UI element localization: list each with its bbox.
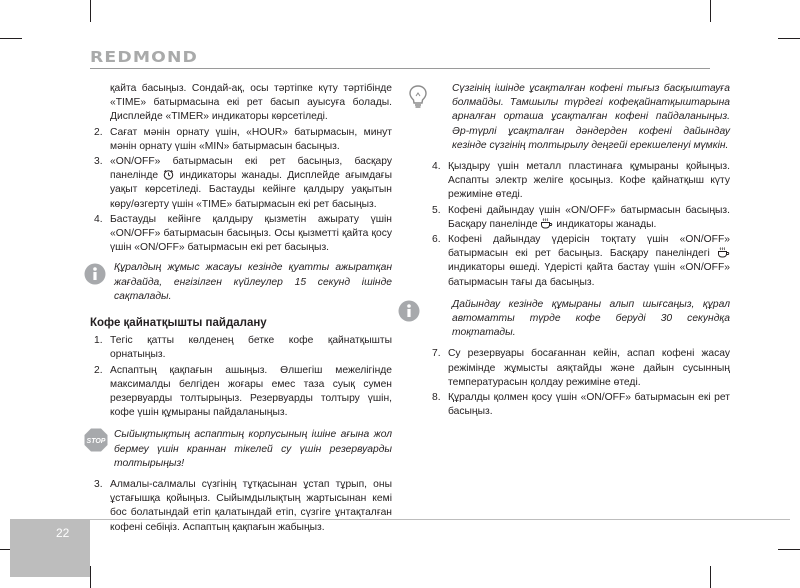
item-text: Тегіс қатты көлденең бетке кофе қайнатқышты орнатыңыз. [110,335,392,361]
item-text: Сағат мәнін орнату үшін, «HOUR» батырмасын, минут мәнін орнату үшін «MIN» батырмасын басыңыз. [110,126,392,152]
list-item [428,391,730,419]
item-text-part: индикаторы өшеді. Үдерісті қайта бастау үшін «ON/OFF» батырмасын тағы да басыңыз. [448,262,730,288]
tip-note-text: Сүзгінің ішінде ұсақталған кофені тығыз басқыштауға болмайды. Тамшылы түрдегі кофеқайнатқыштарына арналған орташа ұсақталған кофені пайдаланыңыз. Әр-түрлі ұсақталған дәндерден кофені дайындау кезінде сүзгінің толтырылу деңгейі ерекшеленуі мүмкін. [452,83,730,151]
item-text: Бастауды кейінге қалдыру қызметін ажырату үшін «ON/OFF» батырмасын басыңыз. Осы қызметті қайта қосу үшін «ON/OFF» батырмасын екі рет басыңыз. [110,213,392,254]
item-text [448,204,730,232]
item-text: Қыздыру үшін металл пластинаға құмыраны қойыңыз. Аспапты электр желіге қосыңыз. Кофе қайнатқыш күту режиміне өтеді. [448,161,730,201]
item-number: 4. [94,213,103,225]
item-number: 7. [432,348,441,360]
list-item [90,155,392,212]
crop-mark [90,566,91,588]
page-number: 22 [56,526,70,540]
left-column [86,82,392,535]
crop-mark [710,0,711,22]
stop-sign-label: STOP [86,438,106,446]
list-item [428,160,730,203]
list-item [90,213,392,256]
crop-mark [0,38,22,39]
item-number: 2. [94,364,103,376]
info-note [90,261,392,304]
info-note-text: Дайындау кезінде құмыраны алып шығсаңыз, құрал автоматты түрде кофе беруді 30 секундқа тоқтатады. [452,298,730,339]
stop-note-text: Сыйықтықтың аспаптың корпусының ішіне ағына жол бермеу үшін краннан тікелей су үшін резервуарды толтырыңыз! [114,429,392,469]
info-icon [84,263,106,285]
item-text: Су резервуары босағаннан кейін, аспап кофені жасау режімінде жұмысты аяқтайды және дайын сусынның температурасын қолдау режиміне өтеді. [448,348,730,388]
list-item [90,364,392,421]
crop-mark [710,566,711,588]
brand-logo: REDMOND [90,48,199,66]
item-text-part: Кофені дайындау үдерісін тоқтату үшін «ON/OFF» батырмасын екі рет басыңыз. Басқару панеліндегі [448,234,730,260]
item-number: 1. [94,335,103,347]
coffee-indicator-icon [540,218,553,229]
list-item [90,334,392,362]
list-item [428,233,730,290]
item-text [448,233,730,290]
info-note [428,298,730,341]
stop-sign-icon [84,428,108,452]
timer-indicator-icon [163,169,174,180]
item-text-part: индикаторы жанады. Дисплейде ағымдағы уақыт көрсетіледі. Бастауды кейінге қалдыру уақытын көру/өзгерту үшін «TIME» батырмасын екі рет басыңыз. [110,170,392,210]
item-text-part: Кофені дайындау үшін «ON/OFF» батырмасын басыңыз. Басқару панелінде [448,204,730,230]
crop-mark [778,38,800,39]
item-text: Алмалы-салмалы сүзгінің тұтқасынан ұстап тұрып, оны ұстағышқа қойыңыз. Сыйымдылықтың жартысынан кемі бос болатындай етіп қалатындай етіп, сүзгіге ұнтақталған кофені себіңіз. Аспаптың қақпағын жабыңыз. [110,479,392,533]
item-text-part: «ON/OFF» батырмасын екі рет басыңыз, басқару панелінде [110,156,392,182]
footer-rule [90,519,790,520]
continuation-text: қайта басыңыз. Сондай-ақ, осы тәртіпке күту тәртібінде «TIME» батырмасына екі рет басып ауысуға болады. Дисплейде «TIMER» индикаторы көрсетіледі. [110,83,392,123]
item-number: 6. [432,234,441,246]
header-rule [90,68,710,69]
list-item [90,478,392,535]
item-number: 3. [94,479,103,491]
section-heading: Кофе қайнатқышты пайдалану [90,317,267,330]
crop-mark [778,549,800,550]
crop-mark [90,0,91,22]
item-number: 3. [94,156,103,168]
right-column [428,82,730,419]
item-number: 2. [94,126,103,138]
item-number: 4. [432,161,441,173]
info-note-text: Құралдың жұмыс жасауы кезінде қуатты ажыратқан жағдайда, енгізілген күйлеулер 15 секунд ішінде сақталады. [114,262,392,302]
list-item [90,126,392,154]
item-text-part: индикаторы жанады. [556,218,657,230]
tip-note [428,82,730,153]
lightbulb-icon [408,84,428,110]
item-number: 8. [432,392,441,404]
list-item [428,347,730,390]
page-number-box [10,519,90,577]
info-icon [398,300,420,322]
stop-note [86,428,392,471]
list-item [428,204,730,232]
coffee-indicator-icon [717,247,730,258]
item-text: Құралды қолмен қосу үшін «ON/OFF» батырмасын екі рет басыңыз. [448,392,730,418]
item-text [110,155,392,212]
item-number: 5. [432,204,441,216]
item-text: Аспаптың қақпағын ашыңыз. Өлшегіш межелігінде максималды белгіден жоғары емес таза суық сумен резервуарды толтырыңыз. Резервуарды толтыру үшін, кофе үшін құмыраны пайдаланыңыз. [110,364,392,419]
